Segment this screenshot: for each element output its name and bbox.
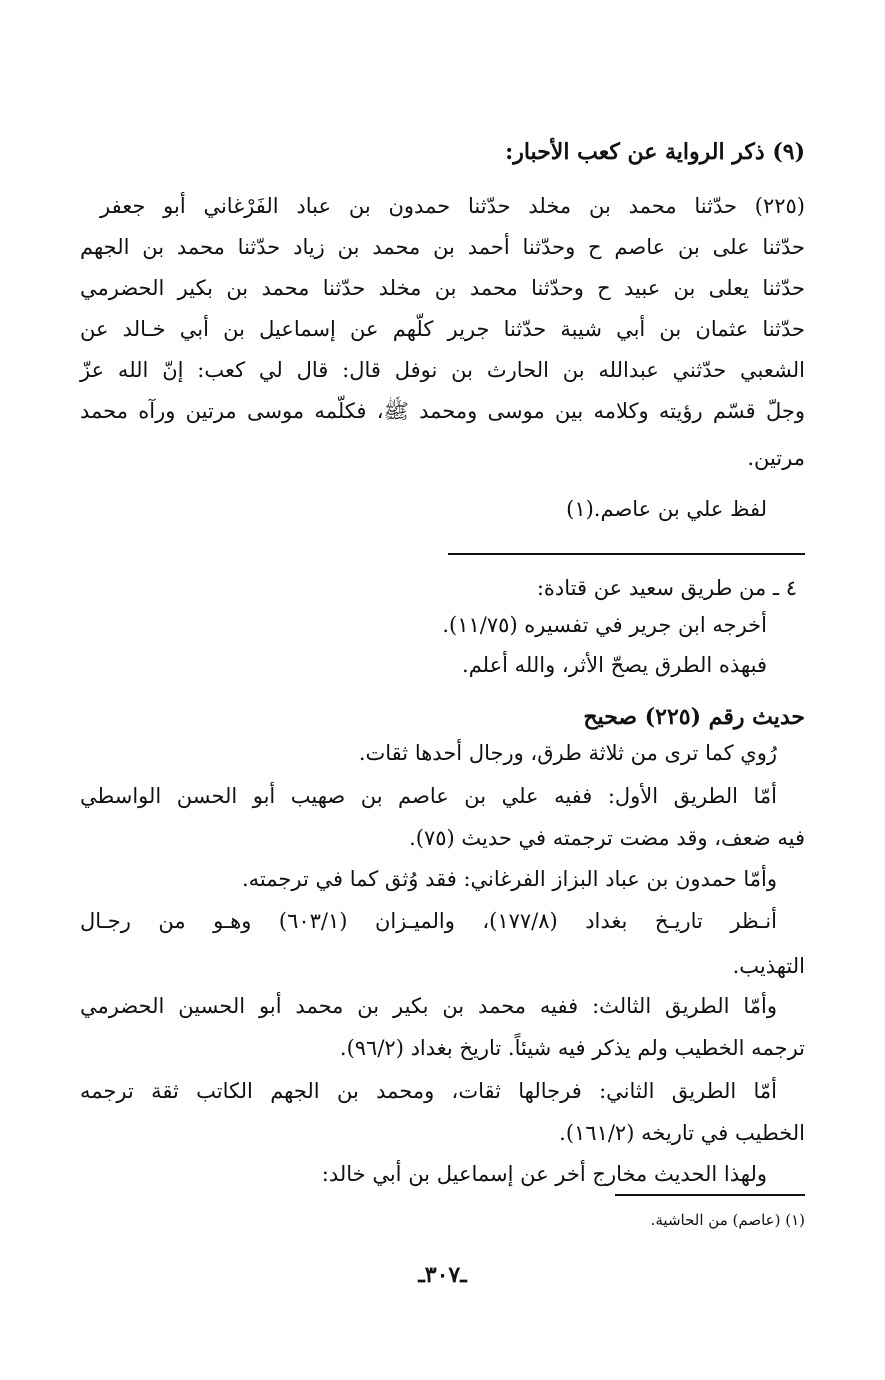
commentary-line: أخرجه ابن جرير في تفسيره (١١/٧٥). — [442, 613, 767, 637]
commentary-line: ترجمه الخطيب ولم يذكر فيه شيئاً. تاريخ بغداد (٩٦/٢). — [339, 1036, 805, 1060]
hadith-line: حدّثنا يعلى بن عبيد ح وحدّثنا محمد بن مخلد حدّثنا محمد بن بكير الحضرمي — [80, 276, 805, 300]
footnote: (١) (عاصم) من الحاشية. — [650, 1211, 805, 1229]
footnote-divider — [615, 1194, 805, 1196]
commentary-line: أمّا الطريق الأول: ففيه علي بن عاصم بن صهيب أبو الحسن الواسطي — [80, 784, 777, 808]
commentary-line: ولهذا الحديث مخارج أخر عن إسماعيل بن أبي خالد: — [321, 1162, 767, 1186]
hadith-line: (٢٢٥) حدّثنا محمد بن مخلد حدّثنا حمدون بن عباد الفَرْغاني أبو جعفر — [100, 194, 805, 218]
hadith-line: حدّثنا عثمان بن أبي شيبة حدّثنا جرير كلّهم عن إسماعيل بن أبي خـالد عن — [80, 317, 805, 341]
hadith-line: مرتين. — [747, 446, 805, 470]
commentary-line: وأمّا الطريق الثالث: ففيه محمد بن بكير بن محمد أبو الحسين الحضرمي — [80, 994, 777, 1018]
commentary-line: أمّا الطريق الثاني: فرجالها ثقات، ومحمد بن الجهم الكاتب ثقة ترجمه — [80, 1079, 777, 1103]
wording-note: لفظ علي بن عاصم.(١) — [566, 497, 767, 521]
commentary-line: فبهذه الطرق يصحّ الأثر، والله أعلم. — [462, 653, 767, 677]
commentary-line: ٤ ـ من طريق سعيد عن قتادة: — [536, 576, 797, 600]
commentary-line: وأمّا حمدون بن عباد البزاز الفرغاني: فقد وُثق كما في ترجمته. — [242, 867, 777, 891]
commentary-line: فيه ضعف، وقد مضت ترجمته في حديث (٧٥). — [409, 826, 805, 850]
commentary-line: أنـظر تاريـخ بغداد (١٧٧/٨)، والميـزان (٦٠٣/١) وهـو من رجـال — [80, 909, 777, 933]
section-divider — [448, 553, 805, 555]
hadith-line: الشعبي حدّثني عبدالله بن الحارث بن نوفل قال: قال لي كعب: إنّ الله عزّ — [80, 358, 805, 382]
section-heading: (٩) ذكر الرواية عن كعب الأحبار: — [505, 139, 805, 165]
hadith-line: وجلّ قسّم رؤيته وكلامه بين موسى ومحمد ﷺ، فكلّمه موسى مرتين ورآه محمد — [80, 399, 805, 423]
commentary-line: الخطيب في تاريخه (١٦١/٢). — [559, 1121, 805, 1145]
hadith-grade-heading: حديث رقم (٢٢٥) صحيح — [583, 704, 805, 730]
commentary-line: رُوي كما ترى من ثلاثة طرق، ورجال أحدها ثقات. — [358, 741, 777, 765]
page-number: ـ٣٠٧ـ — [418, 1262, 467, 1288]
commentary-line: التهذيب. — [732, 954, 805, 978]
hadith-line: حدّثنا على بن عاصم ح وحدّثنا أحمد بن محمد بن زياد حدّثنا محمد بن الجهم — [80, 235, 805, 259]
